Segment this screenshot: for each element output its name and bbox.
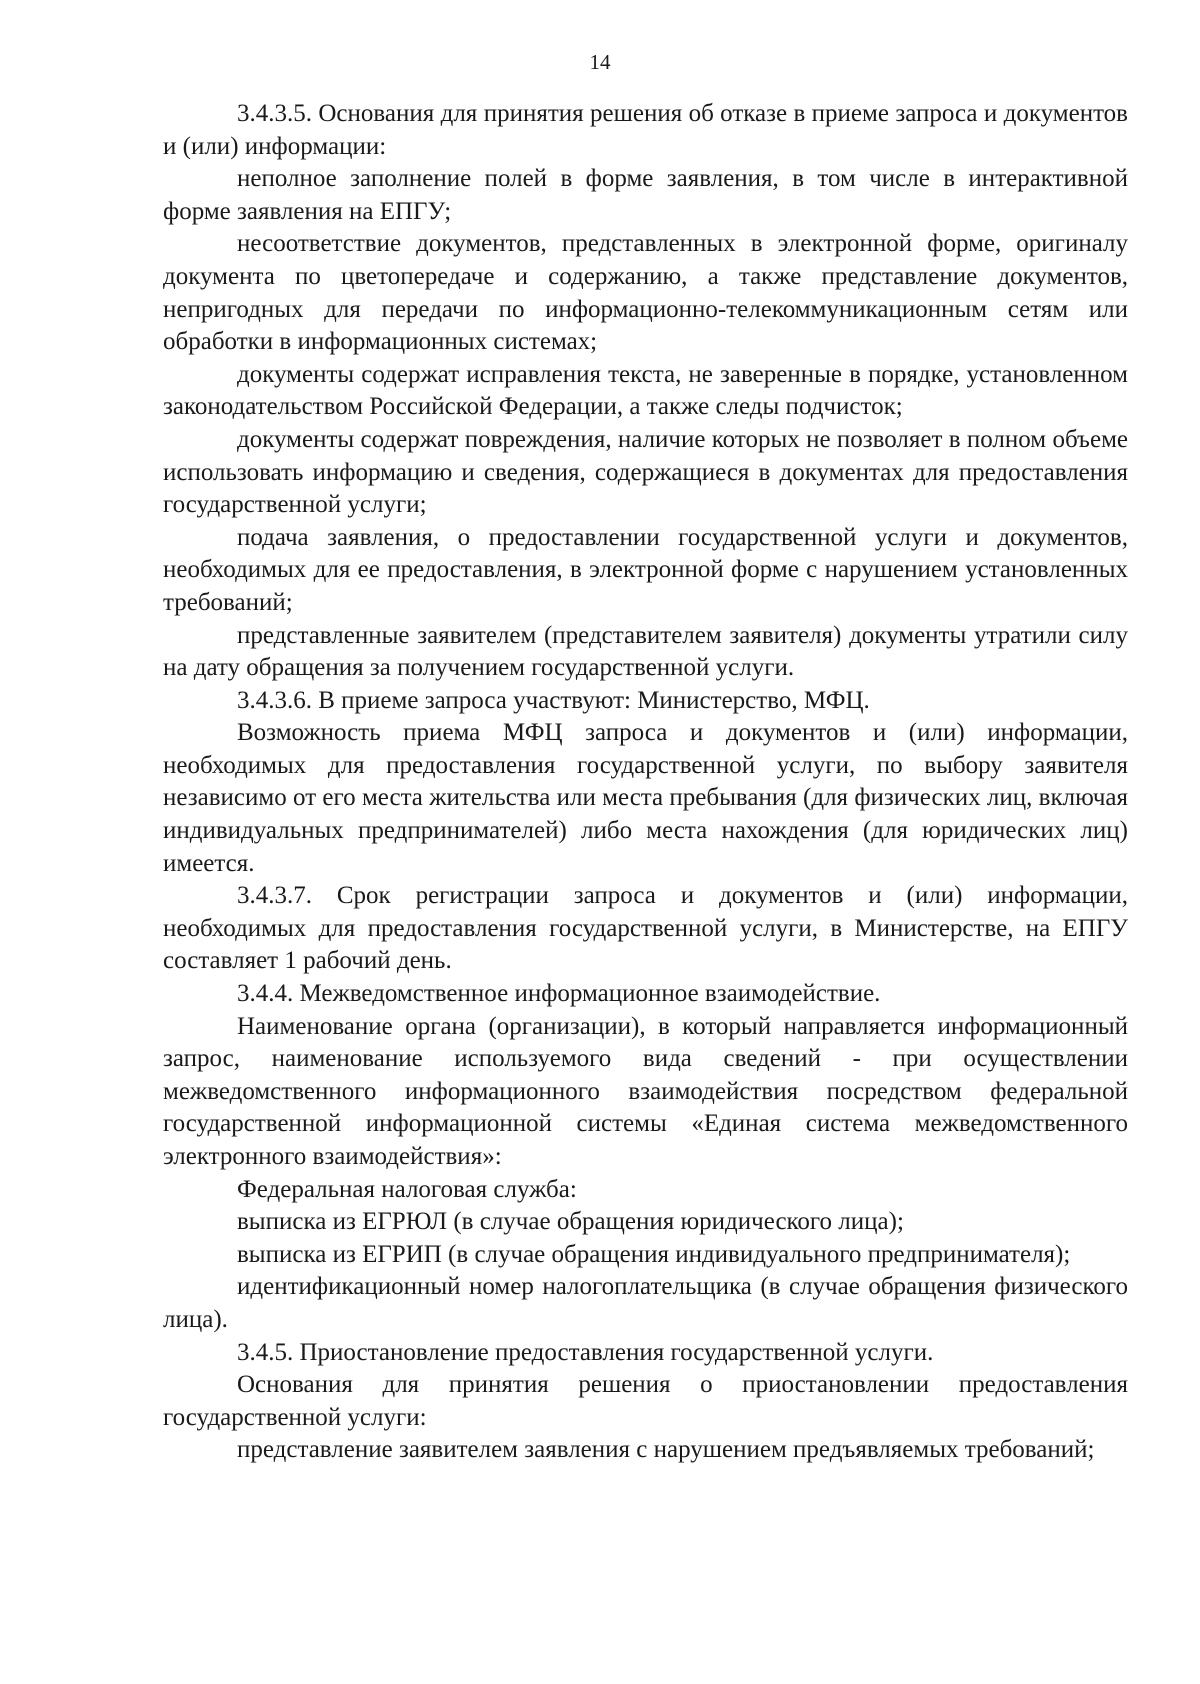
paragraph-3-4-4-heading: 3.4.4. Межведомственное информационное взаимодействие. (237, 980, 881, 1008)
paragraph-3-4-3-7-registration-term: 3.4.3.7. Срок регистрации запроса и документов и (или) информации, необходимых для предоставления государственной услуги, в Министерстве, на ЕПГУ составляет 1 рабочий день. (163, 882, 1128, 975)
paragraph-document-damage: документы содержат повреждения, наличие которых не позволяет в полном объеме использовать информацию и сведения, содержащиеся в документах для предоставления государственной услуги; (163, 425, 1128, 519)
paragraph-3-4-3-6-participants: 3.4.3.6. В приеме запроса участвуют: Министерство, МФЦ. (237, 686, 870, 714)
paragraph-text-corrections: документы содержат исправления текста, не заверенные в порядке, установленном законодательством Российской Федерации, а также следы подчисток; (163, 360, 1128, 421)
paragraph-egrip-extract: выписка из ЕГРИП (в случае обращения индивидуального предпринимателя); (237, 1240, 1071, 1268)
paragraph-expired-documents: представленные заявителем (представителем заявителя) документы утратили силу на дату обращения за получением государственной услуги. (163, 621, 1128, 682)
paragraph-interagency-request: Наименование органа (организации), в который направляется информационный запрос, наименование используемого вида сведений - при осуществлении межведомственного информационного взаимодействия посредством федеральной государственной информационной системы «Единая система межведомственного электронного взаимодействия»: (163, 1012, 1128, 1170)
page-number: 14 (589, 50, 611, 74)
paragraph-application-violation: представление заявителем заявления с нарушением предъявляемых требований; (237, 1436, 1095, 1464)
paragraph-3-4-3-5-heading: 3.4.3.5. Основания для принятия решения об отказе в приеме запроса и документов и (или) информации: (163, 100, 1128, 160)
paragraph-mfc-acceptance: Возможность приема МФЦ запроса и документов и (или) информации, необходимых для предоставления государственной услуги, по выбору заявителя независимо от его места жительства или места пребывания (для физических лиц, включая индивидуальных предпринимателей) либо места нахождения (для юридических лиц) имеется. (163, 719, 1128, 877)
document-body (163, 98, 1128, 1467)
paragraph-suspension-grounds: Основания для принятия решения о приостановлении предоставления государственной услуги: (163, 1371, 1128, 1431)
paragraph-tax-service: Федеральная налоговая служба: (237, 1175, 577, 1203)
paragraph-3-4-5-heading: 3.4.5. Приостановление предоставления государственной услуги. (237, 1338, 934, 1366)
paragraph-submission-violation: подача заявления, о предоставлении государственной услуги и документов, необходимых для ее предоставления, в электронной форме с нарушением установленных требований; (163, 523, 1128, 616)
paragraph-taxpayer-id: идентификационный номер налогоплательщика (в случае обращения физического лица). (163, 1273, 1128, 1333)
paragraph-egrul-extract: выписка из ЕГРЮЛ (в случае обращения юридического лица); (237, 1208, 904, 1236)
paragraph-incomplete-fields: неполное заполнение полей в форме заявления, в том числе в интерактивной форме заявления на ЕПГУ; (163, 165, 1128, 225)
paragraph-document-mismatch: несоответствие документов, представленных в электронной форме, оригиналу документа по цветопередаче и содержанию, а также представление документов, непригодных для передачи по информационно-телекоммуникационным сетям или обработки в информационных системах; (163, 230, 1128, 356)
